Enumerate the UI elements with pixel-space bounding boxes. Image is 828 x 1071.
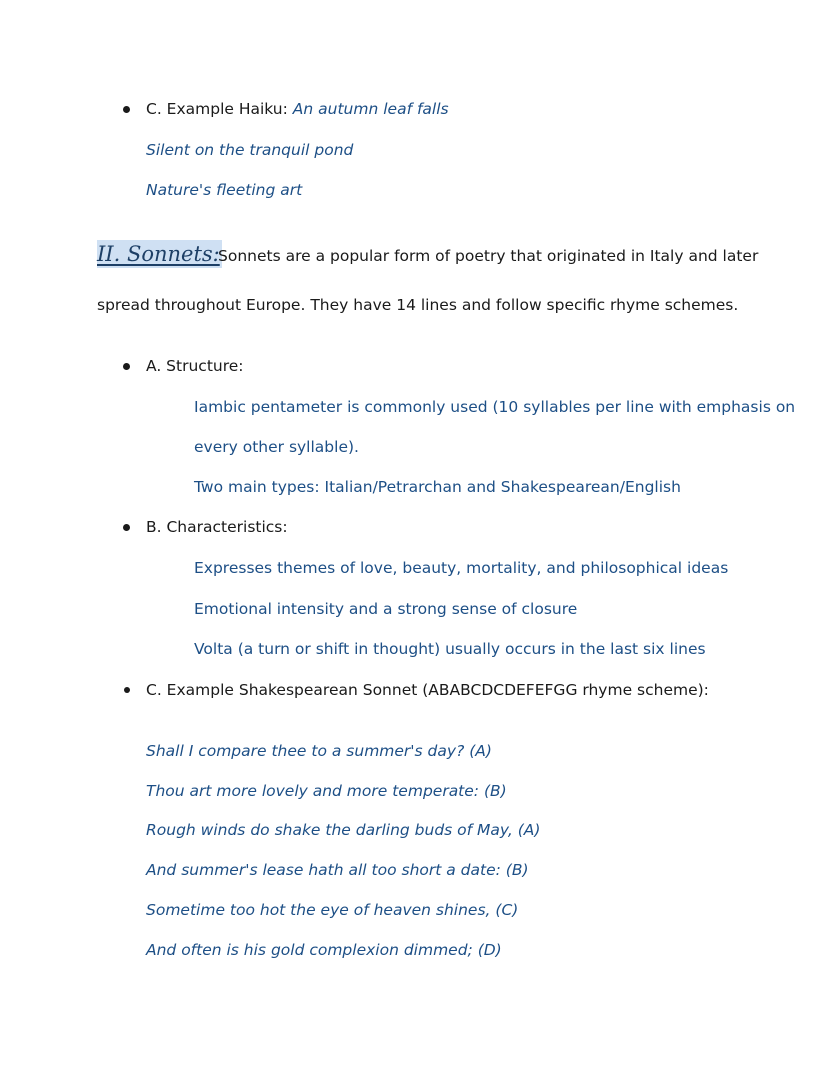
characteristics-line-1: Expresses themes of love, beauty, mortality, and philosophical ideas: [194, 559, 729, 577]
bullet-haiku: [123, 106, 130, 113]
sonnets-heading: II. Sonnets:: [97, 242, 220, 266]
structure-line-2: every other syllable).: [194, 438, 359, 456]
haiku-line-1: An autumn leaf falls: [292, 100, 449, 118]
sonnet-line: And often is his gold complexion dimmed; (D): [146, 941, 502, 959]
structure-line-1: Iambic pentameter is commonly used (10 syllables per line with emphasis on: [194, 398, 796, 416]
sonnets-intro-2: spread throughout Europe. They have 14 lines and follow specific rhyme schemes.: [97, 296, 739, 314]
sonnet-line: Sometime too hot the eye of heaven shines, (C): [146, 901, 519, 919]
structure-line-3: Two main types: Italian/Petrarchan and Shakespearean/English: [194, 478, 681, 496]
sonnet-line: Shall I compare thee to a summer's day? (A): [146, 742, 492, 760]
bullet-sonnet-example: [124, 687, 130, 693]
haiku-line-2: Silent on the tranquil pond: [146, 141, 354, 159]
characteristics-line-3: Volta (a turn or shift in thought) usually occurs in the last six lines: [194, 640, 706, 658]
haiku-example: [146, 99, 449, 119]
sonnet-example-label: C. Example Shakespearean Sonnet (ABABCDCDEFEFGG rhyme scheme):: [146, 681, 709, 699]
bullet-characteristics: [123, 524, 130, 531]
sonnet-line: Thou art more lovely and more temperate: (B): [146, 782, 507, 800]
sonnets-intro-1: Sonnets are a popular form of poetry that originated in Italy and later: [218, 247, 759, 265]
characteristics-line-2: Emotional intensity and a strong sense of closure: [194, 600, 578, 618]
structure-label: A. Structure:: [146, 357, 244, 375]
bullet-structure: [123, 363, 130, 370]
haiku-line-3: Nature's fleeting art: [146, 181, 303, 199]
sonnet-line: And summer's lease hath all too short a date: (B): [146, 861, 529, 879]
characteristics-label: B. Characteristics:: [146, 518, 288, 536]
sonnet-line: Rough winds do shake the darling buds of May, (A): [146, 821, 541, 839]
haiku-label: C. Example Haiku:: [146, 100, 288, 118]
